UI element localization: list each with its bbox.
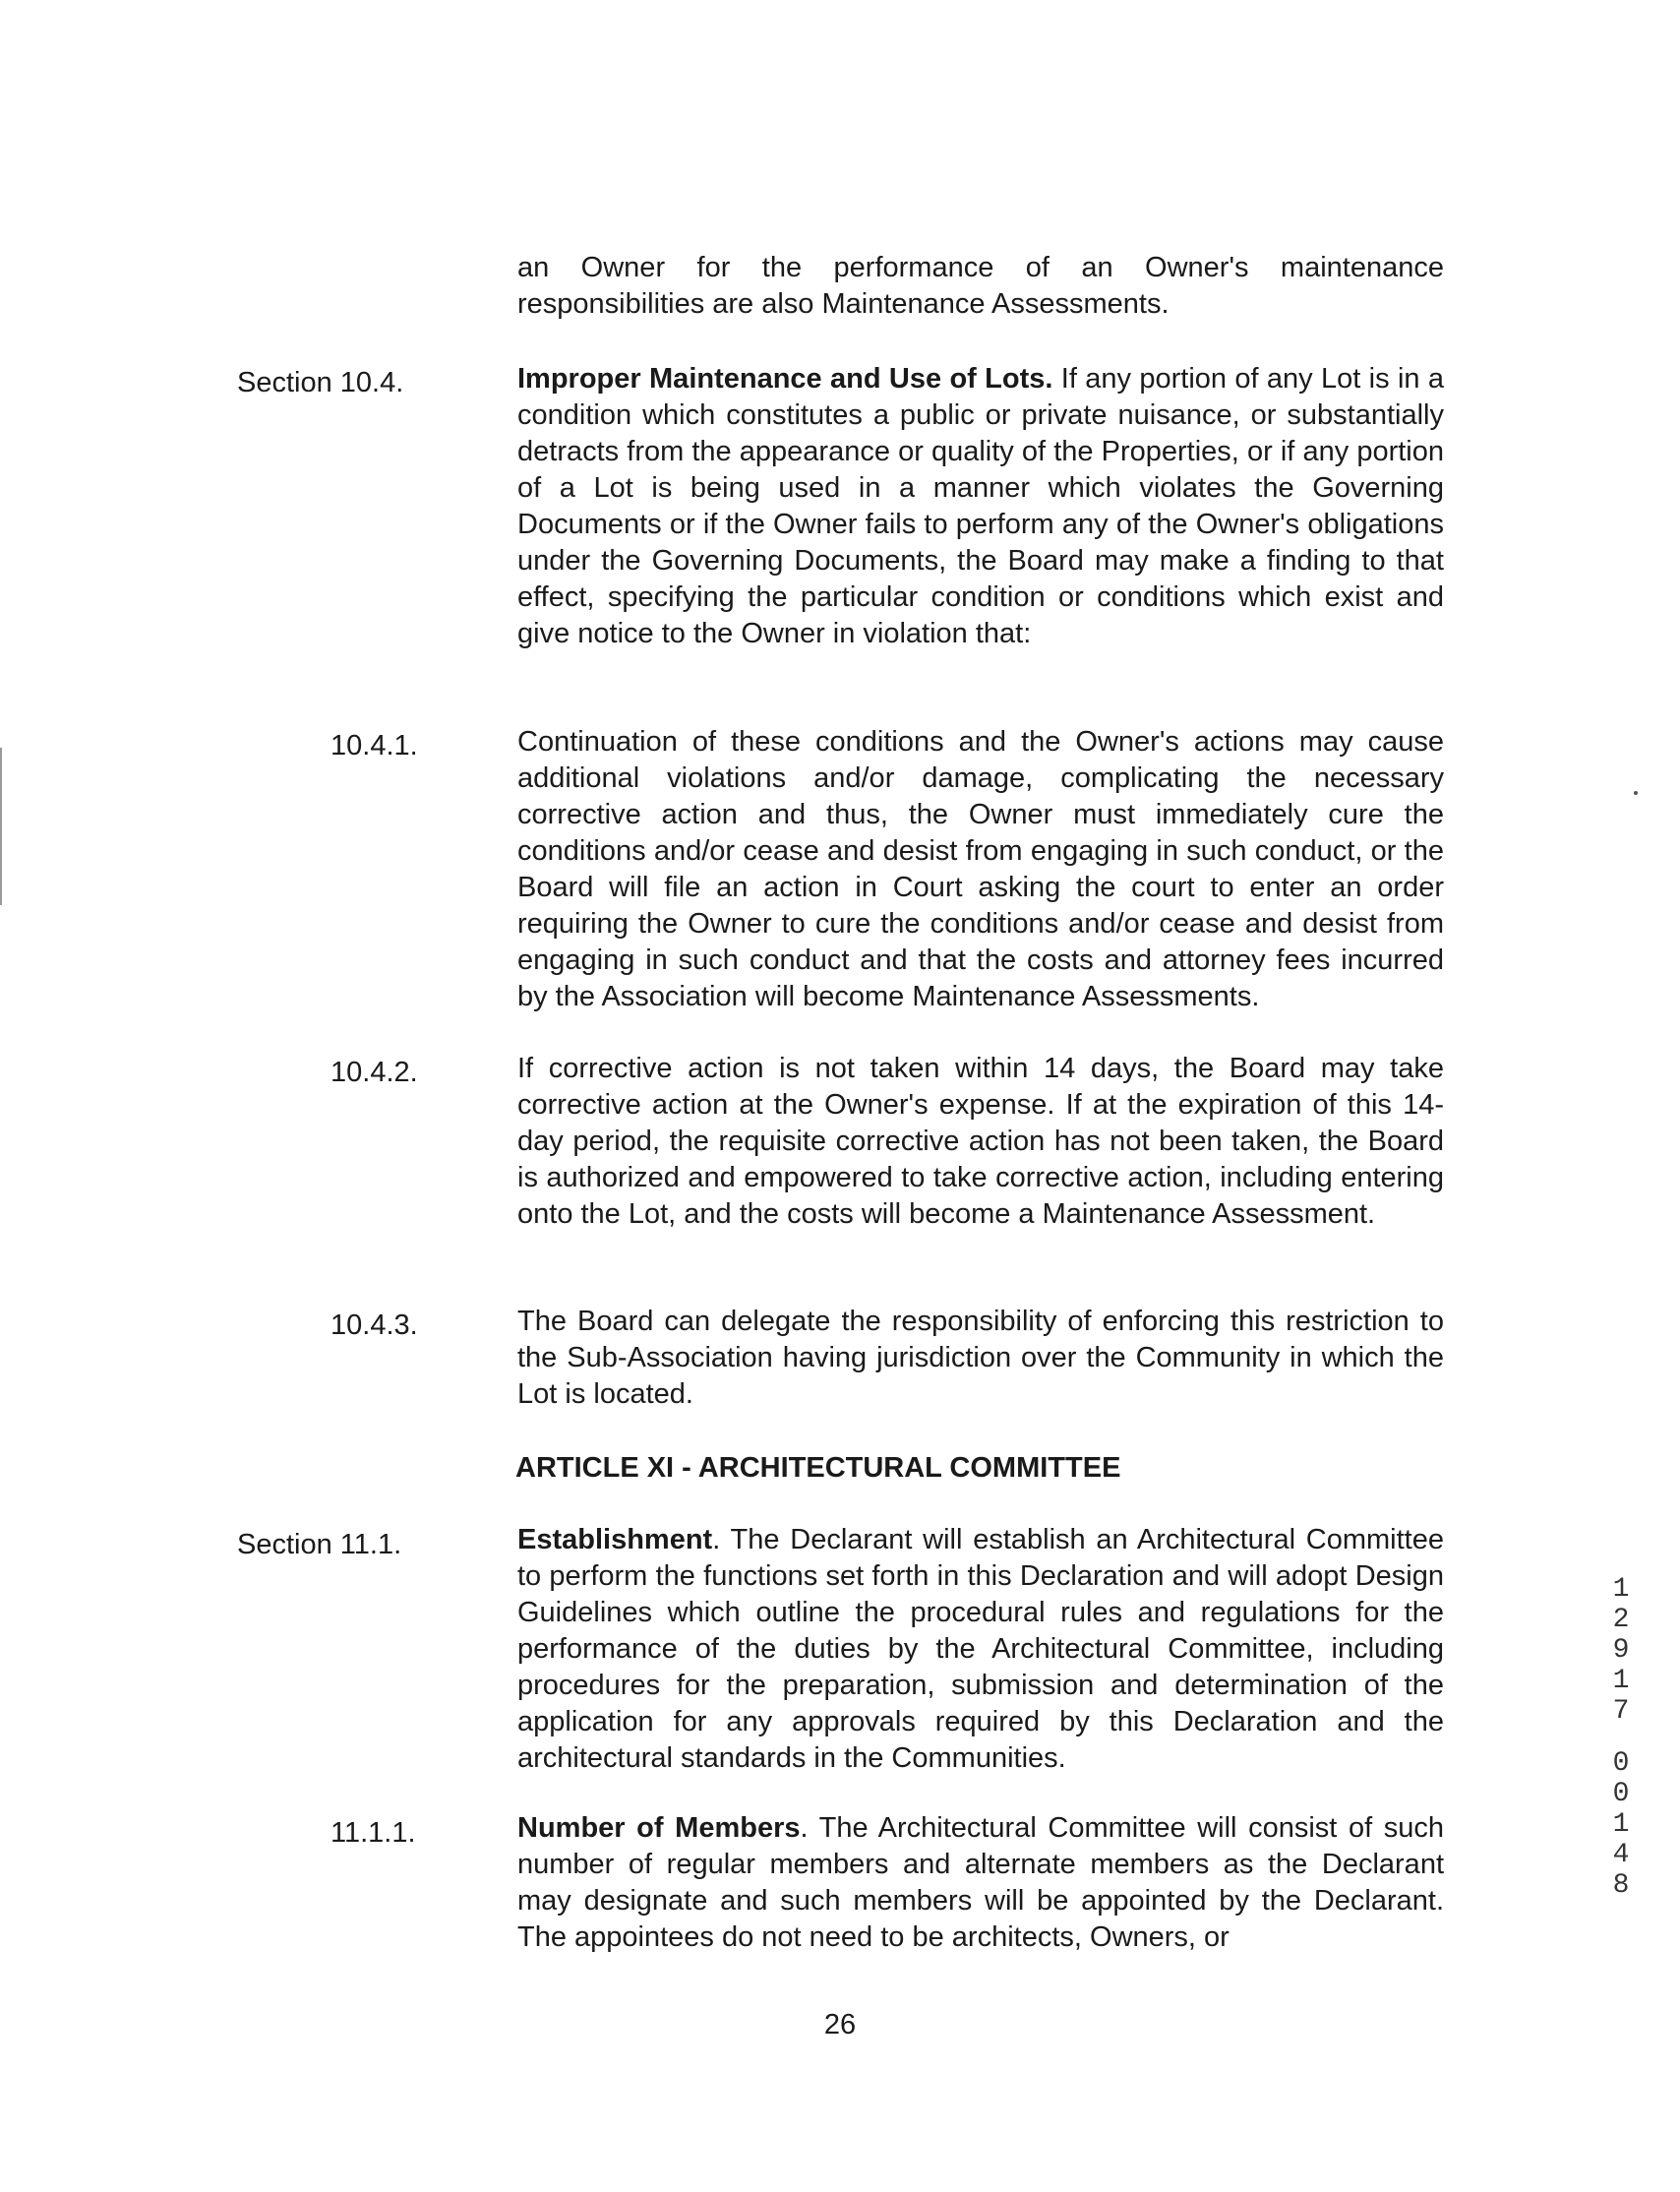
subsection-11-1-1-paragraph [517,1810,1444,1956]
stamp-digit: 0 [1612,1748,1630,1779]
subsection-10-4-3-paragraph [517,1304,1444,1413]
subsection-10-4-1-text: Continuation of these conditions and the Owner's actions may cause additional violations and/or damage, complicating the necessary corrective action and thus, the Owner must immediately cure the conditions and/or cease and desist from engaging in such conduct, or the Board will file an action in Court asking the court to enter an order requiring the Owner to cure the conditions and/or cease and desist from engaging in such conduct and that the costs and attorney fees incurred by the Association will become Maintenance Assessments. [517,726,1444,1012]
stamp-digit: 0 [1612,1779,1630,1809]
scan-speck [1634,791,1638,795]
subsection-11-1-1-text: . The Architectural Committee will consist of such number of regular members and alternate members as the Declarant may designate and such members will be appointed by the Declarant. The appointees do not need to be architects, Owners, or [517,1812,1444,1953]
recording-stamp [1606,1574,1636,1901]
stamp-digit: 7 [1612,1696,1630,1727]
stamp-digit: 9 [1612,1635,1630,1666]
article-xi-heading: ARTICLE XI - ARCHITECTURAL COMMITTEE [515,1452,1121,1484]
section-10-4-text: If any portion of any Lot is in a condition which constitutes a public or private nuisance, or substantially detracts from the appearance or quality of the Properties, or if any portion of a Lot is being used in a manner which violates the Governing Documents or if the Owner fails to perform any of the Owner's obligations under the Governing Documents, the Board may make a finding to that effect, specifying the particular condition or conditions which exist and give notice to the Owner in violation that: [517,363,1444,649]
section-10-4-label: Section 10.4. [237,367,404,398]
section-11-1-title: Establishment [517,1524,713,1555]
stamp-digit: 1 [1612,1666,1630,1696]
stamp-gap [1606,1727,1636,1748]
subsection-10-4-2-label: 10.4.2. [330,1057,418,1088]
scan-edge-mark [0,748,2,905]
subsection-10-4-1-label: 10.4.1. [330,730,418,761]
continuation-paragraph [517,250,1444,323]
section-10-4-paragraph [517,361,1444,652]
section-11-1-text: . The Declarant will establish an Architectural Committee to perform the functions set forth in this Declaration and will adopt Design Guidelines which outline the procedural rules and regulations for the performance of the duties by the Architectural Committee, including procedures for the preparation, submission and determination of the application for any approvals required by this Declaration and the architectural standards in the Communities. [517,1524,1444,1774]
stamp-digit: 1 [1612,1809,1630,1840]
section-10-4-title: Improper Maintenance and Use of Lots. [517,363,1053,395]
stamp-digit: 2 [1612,1605,1630,1635]
section-11-1-paragraph [517,1522,1444,1777]
continuation-text: an Owner for the performance of an Owner's maintenance responsibilities are also Maintenance Assessments. [517,252,1444,320]
subsection-11-1-1-title: Number of Members [517,1812,801,1844]
subsection-10-4-2-text: If corrective action is not taken within 14 days, the Board may take corrective action at the Owner's expense. If at the expiration of this 14-day period, the requisite corrective action has not been taken, the Board is authorized and empowered to take corrective action, including entering onto the Lot, and the costs will become a Maintenance Assessment. [517,1053,1444,1230]
stamp-digit: 4 [1612,1840,1630,1870]
stamp-digit: 1 [1612,1574,1630,1605]
section-11-1-label: Section 11.1. [237,1529,402,1560]
subsection-11-1-1-label: 11.1.1. [330,1817,416,1849]
stamp-digit: 8 [1612,1870,1630,1901]
subsection-10-4-2-paragraph [517,1051,1444,1233]
page-number: 26 [823,2009,857,2040]
subsection-10-4-1-paragraph [517,724,1444,1015]
subsection-10-4-3-label: 10.4.3. [330,1309,418,1341]
subsection-10-4-3-text: The Board can delegate the responsibility of enforcing this restriction to the Sub-Association having jurisdiction over the Community in which the Lot is located. [517,1306,1444,1410]
